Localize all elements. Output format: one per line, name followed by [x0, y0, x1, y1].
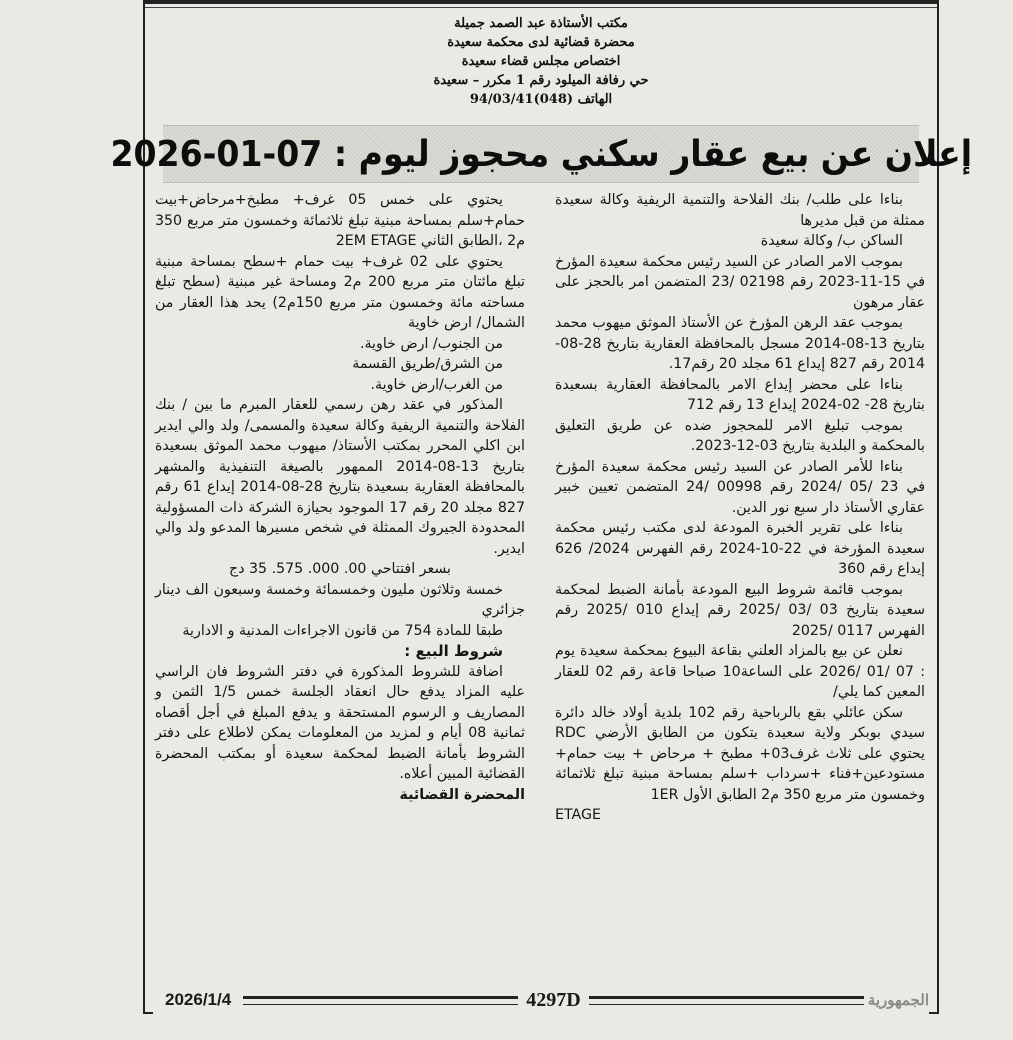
title-band — [110, 125, 972, 183]
paragraph: ETAGE — [555, 807, 601, 823]
paragraph: يحتوي على 02 غرف+ بيت حمام +سطح بمساحة مبنية تبلغ مائتان متر مربع 200 م2 ومساحة غير مبنية (سطح تبلغ مساحته مائة وخمسون متر مربع 150م2) يحد هذا العقار من الشمال/ ارض خاوية — [155, 253, 525, 331]
right-column — [549, 190, 925, 980]
announcement-frame — [110, 0, 972, 1012]
paragraph: بموجب عقد الرهن المؤرخ عن الأستاذ الموثق ميهوب محمد بتاريخ 13-08-2014 مسجل بالمحافظة العقارية بتاريخ 28-08-2014 رقم 827 إيداع 61 مجلد 20 رقم17. — [555, 315, 925, 372]
paragraph: بناءا على تقرير الخبرة المودعة لدى مكتب رئيس محكمة سعيدة المؤرخة في 22-10-2024 رقم الفهرس 2024/ 626 إيداع رقم 360 — [555, 520, 925, 577]
office-phone: الهاتف (048)94/03/41 — [469, 92, 613, 107]
office-jurisdiction: اختصاص مجلس قضاء سعيدة — [461, 54, 621, 69]
paragraph: نعلن عن بيع بالمزاد العلني بقاعة البيوع بمحكمة سعيدة يوم : 07 /01 /2026 على الساعة10 صباحا قاعة رقم 02 للعقار المعين كما يلي/ — [555, 643, 925, 700]
paragraph: بناءا على طلب/ بنك الفلاحة والتنمية الريفية وكالة سعيدة ممثلة من قبل مديرها — [555, 192, 925, 229]
paragraph: المذكور في عقد رهن رسمي للعقار المبرم ما بين / بنك الفلاحة والتنمية الريفية وكالة سعيدة والمسمى/ ولد والي ايدير ابن اكلي المحرر بمكتب الأستاذ/ ميهوب محمد الموثق بسعيدة بتاريخ 13-08-2014 الممهور بالصيغة التنفيذية والمشهر بالمحافظة العقارية بسعيدة بتاريخ 28-08-2014 إيداع 61 رقم 827 مجلد 20 رقم 17 الموجود بحيازة الشركة ذات المسؤولية المحدودة الجيروك الممثلة في شخص مسيرها المدعو ولد والي ايدير. — [155, 397, 525, 557]
frame-corner — [143, 1012, 153, 1014]
frame-corner — [929, 1012, 939, 1014]
paragraph: بموجب الامر الصادر عن السيد رئيس محكمة سعيدة المؤرخ في 15-11-2023 رقم 02198 /23 المتضمن امر بالحجز على عقار مرهون — [555, 253, 925, 311]
newspaper-logo: الجمهورية — [867, 991, 930, 1009]
publication-date: 2026/1/4 — [165, 990, 232, 1009]
paragraph: بموجب تبليغ الامر للمحجوز ضده عن طريق التعليق بالمحكمة و البلدية بتاريخ 03-12-2023. — [555, 417, 925, 454]
ad-code: 4297D — [526, 988, 581, 1011]
footer-rule-left — [243, 996, 518, 1005]
paragraph: طبقا للمادة 754 من قانون الاجراءات المدنية و الادارية — [182, 622, 503, 639]
office-address: حي رفافة الميلود رقم 1 مكرر – سعيدة — [433, 73, 649, 88]
office-role: محضرة قضائية لدى محكمة سعيدة — [447, 35, 635, 50]
top-rule — [145, 0, 937, 4]
paragraph: بناءا للأمر الصادر عن السيد رئيس محكمة سعيدة المؤرخ في 23 /05 /2024 رقم 00998 /24 المتضمن تعيين خبير عقاري الأستاذ دار سبع نور الدين. — [555, 458, 925, 516]
sale-conditions-heading: شروط البيع : — [404, 642, 503, 660]
announcement-title: إعلان عن بيع عقار سكني محجوز ليوم : 07-01-2026 — [110, 133, 972, 175]
paragraph: بناءا على محضر إيداع الامر بالمحافظة العقارية بسعيدة بتاريخ 28- 02-2024 إيداع 13 رقم 712 — [555, 376, 925, 413]
text-columns — [155, 190, 925, 980]
paragraph: بموجب قائمة شروط البيع المودعة بأمانة الضبط لمحكمة سعيدة بتاريخ 03 /03 /2025 رقم إيداع 010 /2025 رقم الفهرس 0117 /2025 — [555, 581, 925, 639]
paragraph: سكن عائلي بقع بالرباحية رقم 102 بلدية أولاد خالد دائرة سيدي بوبكر ولاية سعيدة يتكون من الطابق الأرضي RDC يحتوي على ثلاث غرف03+ مطبخ + مرحاض + بيت حمام+ مستودعين+فناء +سرداب +سلم بمساحة مبنية تبلغ ثلاثمائة وخمسون متر مربع 350 م2 الطابق الأول 1ER — [555, 704, 925, 803]
paragraph: الساكن ب/ وكالة سعيدة — [760, 233, 903, 249]
paragraph: يحتوي على خمس 05 غرف+ مطبخ+مرحاض+بيت حمام+سلم بمساحة مبنية تبلغ ثلاثمائة وخمسون متر مربع 350 م2 ،الطابق الثاني 2EM ETAGE — [155, 192, 525, 249]
office-name: مكتب الأستاذة عبد الصمد جميلة — [454, 16, 628, 31]
paragraph: من الشرق/طريق القسمة — [352, 356, 503, 372]
opening-price: بسعر افتتاحي 00. 000. 575. 35 دج — [229, 561, 451, 577]
paragraph: اضافة للشروط المذكورة في دفتر الشروط فان الراسي عليه المزاد يدفع حال انعقاد الجلسة خمس 1/5 الثمن و المصاريف و الرسوم المستحقة و يدفع المبلغ في أجل أقصاه ثمانية 08 أيام و لمزيد من المعلومات يمكن لاطلاع على دفتر الشروط بأمانة الضبط لمحكمة سعيدة أو بمكتب المحضرة القضائية المبين أعلاه. — [155, 663, 525, 782]
left-column — [155, 190, 531, 980]
signature: المحضرة القضائية — [399, 786, 525, 803]
top-rule-thin — [145, 7, 937, 8]
paragraph: من الجنوب/ ارض خاوية. — [359, 335, 503, 352]
price-in-words: خمسة وثلاثون مليون وخمسمائة وخمسة وسبعون الف دينار جزائري — [155, 581, 525, 618]
bailiff-office-header — [145, 14, 937, 109]
footer-rule-right — [589, 996, 864, 1005]
paragraph: من الغرب/ارض خاوية. — [370, 376, 503, 393]
page-footer — [145, 988, 937, 1012]
